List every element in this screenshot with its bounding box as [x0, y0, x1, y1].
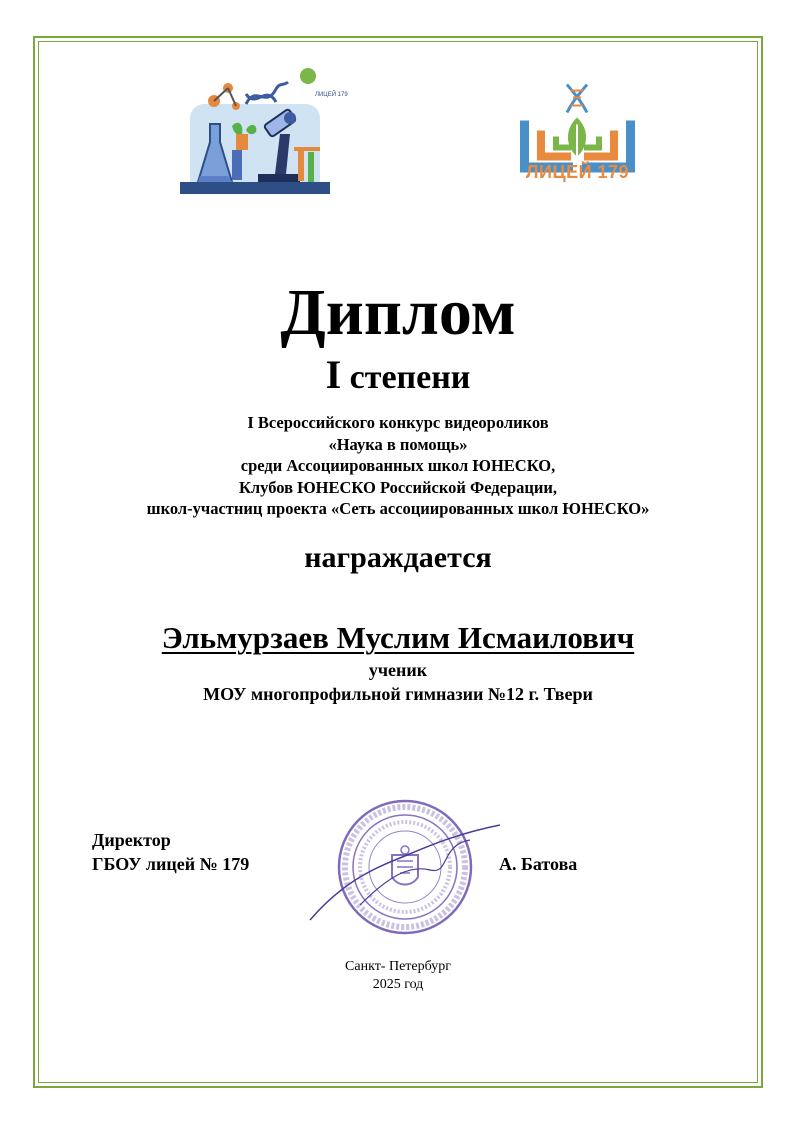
recipient-school: МОУ многопрофильной гимназии №12 г. Твери [203, 684, 593, 704]
right-logo-caption: ЛИЦЕЙ 179 [525, 162, 630, 182]
year: 2025 год [372, 977, 424, 992]
contest-line: школ-участниц проекта «Сеть ассоциированных школ ЮНЕСКО» [146, 499, 650, 518]
recipient-name [40, 618, 756, 658]
contest-line: среди Ассоциированных школ ЮНЕСКО, [240, 456, 556, 475]
contest-description [40, 412, 756, 520]
official-stamp [300, 795, 510, 945]
science-lab-logo [180, 64, 348, 199]
recipient-name-text: Эльмурзаев Муслим Исмаилович [161, 620, 635, 655]
contest-line: Клубов ЮНЕСКО Российской Федерации, [238, 477, 558, 497]
position-line-2: ГБОУ лицей № 179 [92, 854, 250, 874]
diploma-title: Диплом [280, 276, 516, 349]
degree-word: степени [349, 359, 471, 396]
position-line-1: Директор [92, 830, 171, 850]
signer-name: А. Батова [499, 854, 578, 874]
diploma-degree [40, 352, 756, 397]
recipient-role: ученик [368, 660, 428, 680]
awarded-label: награждается [304, 541, 492, 574]
contest-line: I Всероссийского конкурс видеороликов [247, 413, 549, 432]
issue-place [40, 958, 756, 994]
signatory-position [92, 828, 249, 876]
contest-line: «Наука в помощь» [328, 434, 468, 454]
left-logo-caption: ЛИЦЕЙ 179 [315, 92, 348, 98]
degree-roman: I [325, 352, 342, 397]
city: Санкт- Петербург [345, 959, 451, 974]
